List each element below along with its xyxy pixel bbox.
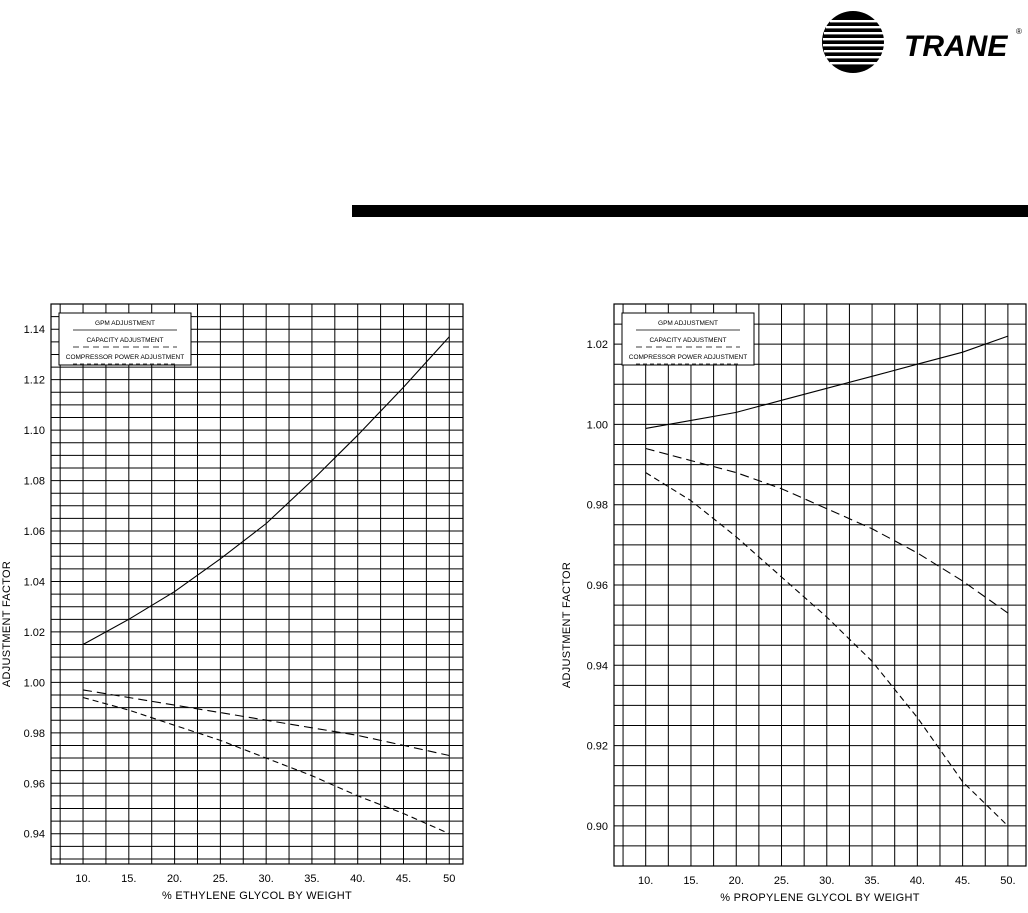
legend-entry-label: CAPACITY ADJUSTMENT	[86, 337, 164, 344]
y-tick-label: 1.06	[23, 526, 45, 539]
y-tick-label: 1.04	[23, 576, 45, 589]
y-tick-label: 0.96	[586, 580, 608, 592]
y-axis-title: ADJUSTMENT FACTOR	[1, 560, 13, 688]
x-tick-label: 35.	[304, 873, 320, 885]
y-tick-label: 1.12	[23, 374, 45, 387]
y-tick-label: 1.14	[23, 324, 45, 337]
propylene-glycol-chart	[560, 290, 1028, 913]
y-tick-label: 1.10	[23, 425, 45, 438]
x-tick-label: 30.	[819, 875, 835, 887]
legend-entry-label: GPM ADJUSTMENT	[658, 320, 718, 327]
x-tick-label: 30.	[258, 873, 274, 885]
legend	[59, 313, 191, 365]
x-tick-label: 20.	[166, 873, 183, 885]
legend	[622, 313, 754, 365]
y-tick-label: 0.96	[23, 778, 45, 791]
legend-entry-label: GPM ADJUSTMENT	[95, 320, 155, 327]
trane-emblem-icon	[822, 11, 887, 73]
legend-entry-label: COMPRESSOR POWER ADJUSTMENT	[65, 354, 185, 361]
registered-mark: ®	[1016, 27, 1022, 36]
x-tick-label: 15.	[683, 875, 699, 887]
x-tick-label: 20.	[728, 875, 744, 887]
ethylene-glycol-chart	[0, 290, 470, 913]
grid	[51, 304, 463, 864]
y-tick-label: 0.98	[586, 499, 608, 512]
y-tick-label: 1.02	[586, 339, 608, 352]
legend-entry-label: COMPRESSOR POWER ADJUSTMENT	[628, 354, 748, 361]
trane-logo	[812, 10, 1028, 76]
y-tick-label: 0.94	[586, 660, 608, 673]
y-tick-label: 1.08	[23, 475, 45, 488]
header-rule	[352, 205, 1028, 217]
x-tick-label: 15.	[121, 873, 137, 885]
legend-entry-label: CAPACITY ADJUSTMENT	[649, 337, 727, 344]
y-tick-label: 1.00	[586, 419, 608, 432]
x-tick-label: 45.	[954, 875, 971, 887]
y-tick-label: 0.92	[586, 740, 608, 753]
x-tick-label: 50	[443, 873, 456, 885]
y-tick-label: 0.98	[23, 727, 45, 740]
x-axis-title: % ETHYLENE GLYCOL BY WEIGHT	[161, 890, 353, 902]
grid	[614, 304, 1026, 866]
x-tick-label: 10.	[75, 873, 91, 885]
y-tick-label: 1.02	[23, 626, 45, 639]
y-tick-label: 1.00	[23, 677, 45, 690]
x-tick-label: 45.	[395, 873, 412, 885]
x-tick-label: 50.	[1000, 875, 1016, 887]
x-tick-label: 10.	[638, 875, 654, 887]
plot-frame	[51, 304, 463, 864]
y-tick-label: 0.94	[23, 828, 45, 841]
x-tick-label: 25.	[773, 875, 790, 887]
x-tick-label: 35.	[864, 875, 880, 887]
x-tick-label: 25.	[212, 873, 229, 885]
y-tick-label: 0.90	[586, 820, 608, 833]
x-tick-label: 40.	[909, 875, 925, 887]
x-tick-label: 40.	[350, 873, 366, 885]
x-axis-title: % PROPYLENE GLYCOL BY WEIGHT	[720, 892, 920, 904]
y-axis-title: ADJUSTMENT FACTOR	[561, 561, 573, 689]
brand-wordmark: TRANE	[904, 30, 1008, 63]
